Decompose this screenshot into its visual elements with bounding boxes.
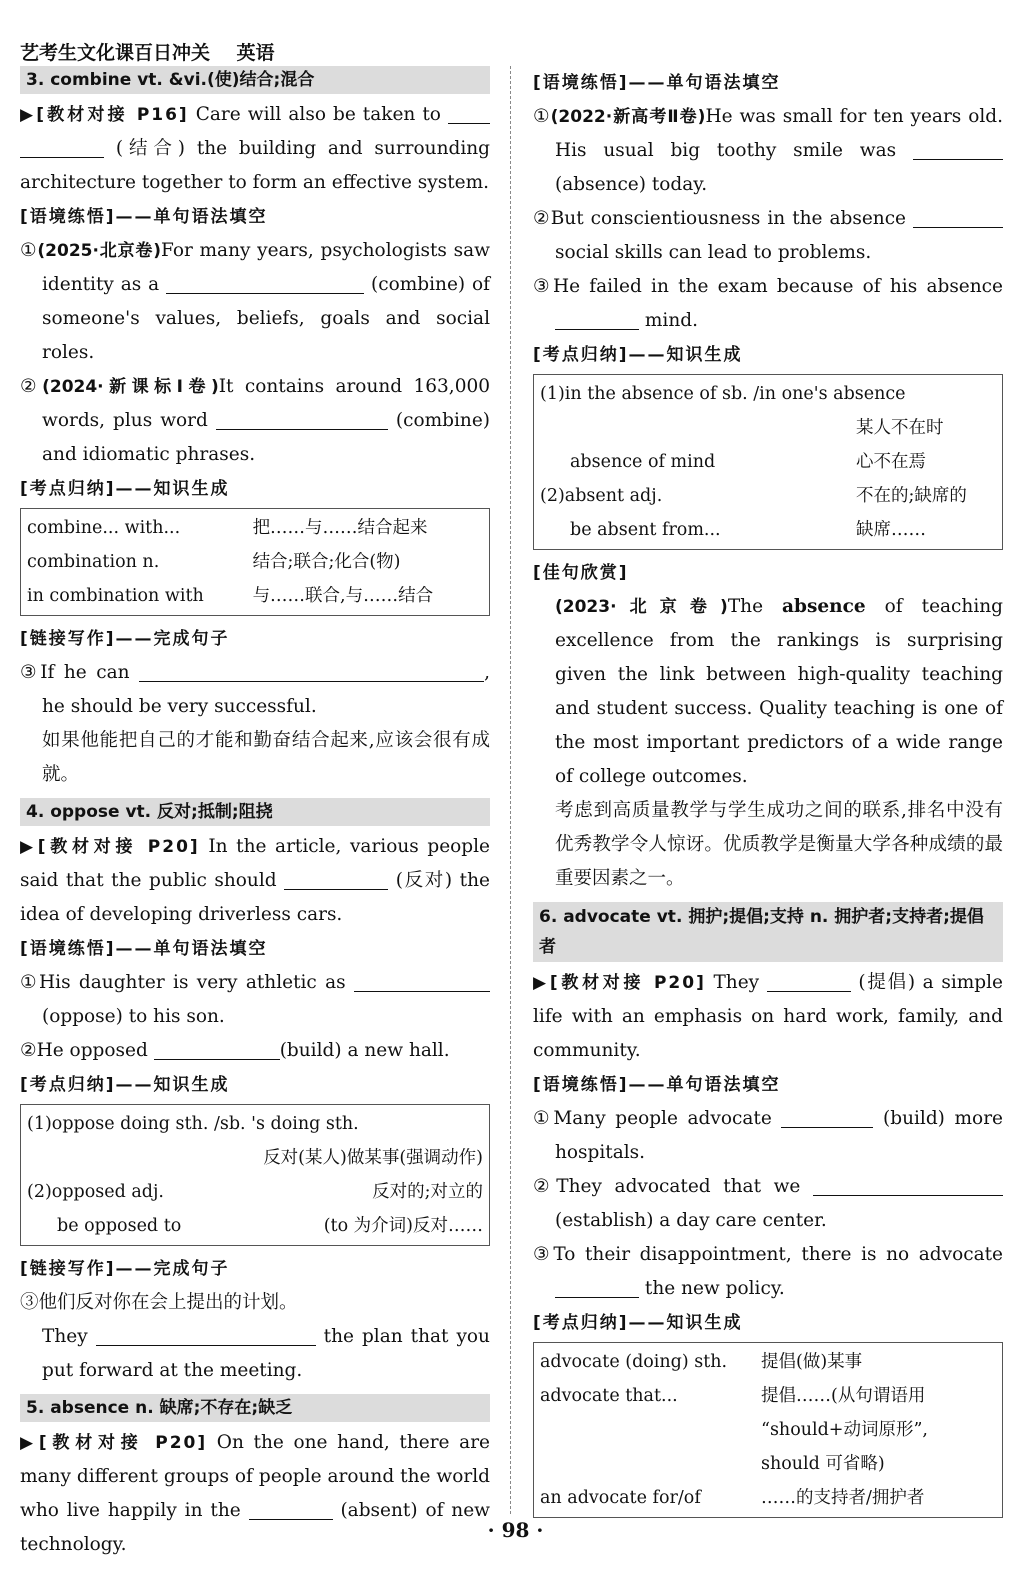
answer-blank[interactable] xyxy=(216,407,388,430)
textbook-link-advocate: ▶[教材对接 P20] They (提倡) a simple life with an emphasis on hard work, family, and community. xyxy=(533,966,1003,1068)
answer-blank[interactable] xyxy=(913,137,1003,160)
running-head xyxy=(20,38,275,65)
answer-blank[interactable] xyxy=(913,205,1003,228)
summary-row: should 可省略) xyxy=(761,1454,885,1474)
answer-blank[interactable] xyxy=(781,1105,873,1128)
summary-row: (2)opposed adj. 反对的;对立的 xyxy=(27,1182,483,1202)
summary-row: be absent from... 缺席…… xyxy=(570,520,926,540)
exercise-item: ③他们反对你在会上提出的计划。 xyxy=(20,1292,298,1313)
summary-row: (2)absent adj. 不在的;缺席的 xyxy=(540,486,967,506)
exercise-item: ②But conscientiousness in the absence social skills can lead to problems. xyxy=(533,202,1003,270)
practice-heading: [语境练悟]——单句语法填空 xyxy=(533,73,781,93)
answer-blank[interactable] xyxy=(354,969,490,992)
summary-row: (1)oppose doing sth. /sb. 's doing sth. xyxy=(27,1114,359,1134)
answer-blank[interactable] xyxy=(813,1173,1003,1196)
textbook-tag: ▶[教材对接 P20] xyxy=(20,837,200,857)
exercise-item: ②They advocated that we (establish) a day care center. xyxy=(533,1170,1003,1238)
summary-row: combine... with... 把……与……结合起来 xyxy=(27,518,428,538)
textbook-tag: ▶[教材对接 P20] xyxy=(20,1433,208,1453)
right-column xyxy=(533,66,1003,1524)
section-title-oppose: 4. oppose vt. 反对;抵制;阻挠 xyxy=(20,798,490,826)
summary-row: absence of mind 心不在焉 xyxy=(570,452,926,472)
answer-blank[interactable] xyxy=(448,101,490,124)
exercise-item: ①Many people advocate (build) more hospitals. xyxy=(533,1102,1003,1170)
practice-heading: [语境练悟]——单句语法填空 xyxy=(20,207,268,227)
exercise-item: ②He opposed (build) a new hall. xyxy=(20,1034,490,1068)
practice-heading: [语境练悟]——单句语法填空 xyxy=(20,939,268,959)
exercise-item: ①His daughter is very athletic as (oppose) to his son. xyxy=(20,966,490,1034)
summary-row: be opposed to (to 为介词)反对…… xyxy=(57,1216,483,1236)
sample-sentence: (2023·北京卷)The absence of teaching excellence from the rankings is surprising given the link between high-quality teaching and student success. Quality teaching is one of the most important predictors of a wide range of college outcomes. xyxy=(555,596,1003,787)
column-divider xyxy=(510,66,511,1514)
left-column xyxy=(20,66,490,1562)
page-number: · 98 · xyxy=(487,1518,544,1542)
summary-row: an advocate for/of ……的支持者/拥护者 xyxy=(540,1488,925,1508)
summary-row: advocate that... 提倡……(从句谓语用 xyxy=(540,1386,926,1406)
writing-heading: [链接写作]——完成句子 xyxy=(20,1259,230,1279)
answer-blank[interactable] xyxy=(555,307,639,330)
answer-blank[interactable] xyxy=(284,867,388,890)
summary-row: (1)in the absence of sb. /in one's absence xyxy=(540,384,906,404)
subject-label: 英语 xyxy=(236,42,275,64)
answer-blank[interactable] xyxy=(249,1497,333,1520)
appreciate-heading: [佳句欣赏] xyxy=(533,563,629,583)
summary-row: in combination with 与……联合,与……结合 xyxy=(27,586,434,606)
summary-heading: [考点归纳]——知识生成 xyxy=(533,345,743,365)
section-title-absence: 5. absence n. 缺席;不存在;缺乏 xyxy=(20,1394,490,1422)
answer-blank[interactable] xyxy=(767,969,851,992)
section-title-advocate: 6. advocate vt. 拥护;提倡;支持 n. 拥护者;支持者;提倡者 xyxy=(533,902,1003,962)
summary-box xyxy=(533,374,1003,550)
answer-blank[interactable] xyxy=(20,135,104,158)
textbook-link-combine: ▶[教材对接 P16] Care will also be taken to (结合) the building and surrounding architecture together to form an effective system. xyxy=(20,98,490,200)
exercise-item: ②(2024·新课标Ⅰ卷)It contains around 163,000 words, plus word (combine) and idiomatic phrases. xyxy=(20,376,491,465)
translation-text: 如果他能把自己的才能和勤奋结合起来,应该会很有成就。 xyxy=(42,730,490,785)
section-title-combine: 3. combine vt. &vi.(使)结合;混合 xyxy=(20,66,490,94)
practice-heading: [语境练悟]——单句语法填空 xyxy=(533,1075,781,1095)
answer-blank[interactable] xyxy=(154,1037,280,1060)
summary-row: 某人不在时 xyxy=(856,418,944,438)
exercise-item: ③He failed in the exam because of his absence mind. xyxy=(533,276,1003,331)
translation-text: 考虑到高质量教学与学生成功之间的联系,排名中没有优秀教学令人惊讶。优质教学是衡量大学各种成绩的最重要因素之一。 xyxy=(555,800,1003,889)
summary-row: advocate (doing) sth. 提倡(做)某事 xyxy=(540,1352,863,1372)
summary-row: 反对(某人)做某事(强调动作) xyxy=(263,1148,483,1168)
answer-blank[interactable] xyxy=(139,659,484,682)
answer-blank[interactable] xyxy=(96,1323,316,1346)
exercise-item: ①(2022·新高考Ⅱ卷)He was small for ten years old. His usual big toothy smile was (absence) today. xyxy=(533,106,1004,195)
summary-box xyxy=(533,1342,1003,1518)
answer-blank[interactable] xyxy=(166,271,364,294)
summary-heading: [考点归纳]——知识生成 xyxy=(533,1313,743,1333)
textbook-tag: ▶[教材对接 P16] xyxy=(20,105,189,125)
exercise-item: ①(2025·北京卷)For many years, psychologists saw identity as a (combine) of someone's values, beliefs, goals and social roles. xyxy=(20,240,490,363)
exercise-item: ③If he can , he should be very successful. xyxy=(20,656,490,724)
summary-row: combination n. 结合;联合;化合(物) xyxy=(27,552,401,572)
summary-heading: [考点归纳]——知识生成 xyxy=(20,1075,230,1095)
summary-box xyxy=(20,508,490,616)
exercise-item: They the plan that you put forward at the meeting. xyxy=(20,1320,490,1388)
summary-heading: [考点归纳]——知识生成 xyxy=(20,479,230,499)
textbook-tag: ▶[教材对接 P20] xyxy=(533,973,706,993)
answer-blank[interactable] xyxy=(555,1275,639,1298)
writing-heading: [链接写作]——完成句子 xyxy=(20,629,230,649)
textbook-link-oppose: ▶[教材对接 P20] In the article, various people said that the public should (反对) the idea of developing driverless cars. xyxy=(20,836,490,925)
textbook-link-absence: ▶[教材对接 P20] On the one hand, there are many different groups of people around the world who live happily in the (absent) of new technology. xyxy=(20,1432,491,1555)
summary-row: “should+动词原形”, xyxy=(761,1420,928,1440)
exercise-item: ③To their disappointment, there is no advocate the new policy. xyxy=(533,1244,1003,1299)
summary-box xyxy=(20,1104,490,1246)
running-title: 艺考生文化课百日冲关 xyxy=(20,42,211,64)
